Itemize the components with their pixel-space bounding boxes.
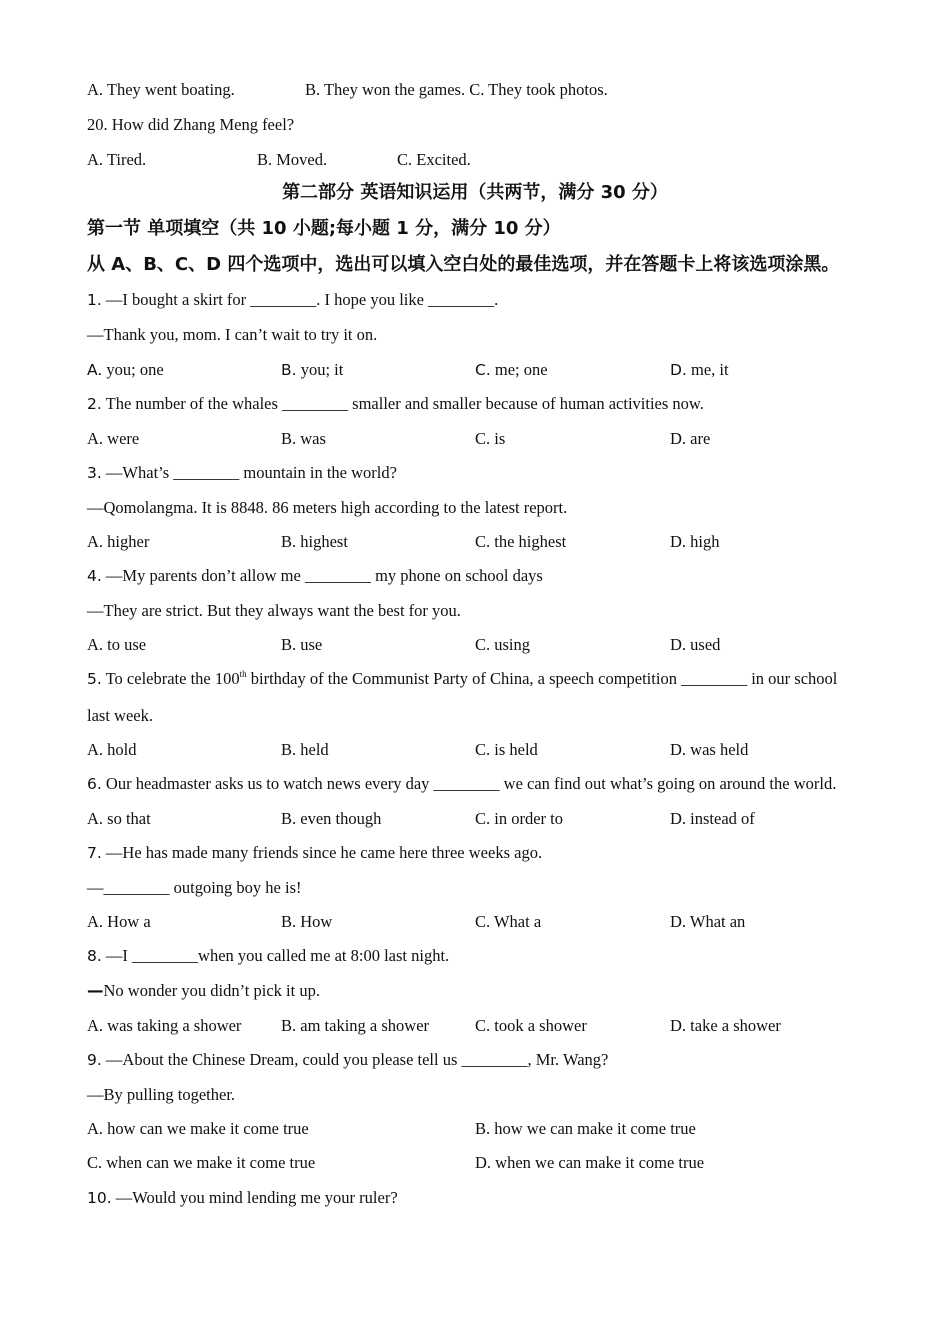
q5-option-b: B. held xyxy=(281,740,329,759)
q3-option-c: C. the highest xyxy=(475,532,567,551)
q2-option-a: A. were xyxy=(87,429,140,448)
q4-reply: —They are strict. But they always want the best for you. xyxy=(87,601,461,620)
question-number: 7. xyxy=(87,844,102,862)
q8-stem xyxy=(87,946,870,966)
instruction: 从 A、B、C、D 四个选项中，选出可以填入空白处的最佳选项，并在答题卡上将该选项涂黑。 xyxy=(87,254,840,275)
q9-stem xyxy=(87,1050,870,1070)
question-text: —What’s ________ mountain in the world? xyxy=(105,463,397,482)
q9-option-c: C. when can we make it come true xyxy=(87,1153,316,1172)
question-number: 4. xyxy=(87,567,102,585)
question-number: 6. xyxy=(87,775,102,793)
q5-stem xyxy=(87,669,870,689)
question-number: 5. xyxy=(87,670,102,688)
q19-option-bc: B. They won the games. C. They took photos. xyxy=(305,80,608,99)
q1-option-c: C. me; one xyxy=(475,360,548,379)
q1-option-a: A. you; one xyxy=(87,360,164,379)
q9-reply: —By pulling together. xyxy=(87,1085,236,1104)
q6-option-d: D. instead of xyxy=(670,809,755,828)
q1-reply: —Thank you, mom. I can’t wait to try it on. xyxy=(87,325,378,344)
q20-option-a: A. Tired. xyxy=(87,150,147,169)
question-number: 2. xyxy=(87,395,102,413)
q4-option-d: D. used xyxy=(670,635,721,654)
question-text: To celebrate the 100th birthday of the Communist Party of China, a speech competition ________ in our school xyxy=(105,669,838,688)
q8-option-d: D. take a shower xyxy=(670,1016,781,1035)
question-text: —Would you mind lending me your ruler? xyxy=(115,1188,398,1207)
q1-stem xyxy=(87,290,870,310)
q8-option-c: C. took a shower xyxy=(475,1016,587,1035)
q6-option-c: C. in order to xyxy=(475,809,563,828)
question-number: 1. xyxy=(87,291,102,309)
q2-option-c: C. is xyxy=(475,429,506,448)
q4-option-b: B. use xyxy=(281,635,323,654)
q5-option-a: A. hold xyxy=(87,740,137,759)
q5-option-d: D. was held xyxy=(670,740,749,759)
q3-stem xyxy=(87,463,870,483)
q6-stem xyxy=(87,774,870,794)
q1-option-d: D. me, it xyxy=(670,360,729,379)
q6-option-a: A. so that xyxy=(87,809,151,828)
question-number: 8. xyxy=(87,947,102,965)
part2-title: 第二部分 英语知识运用（共两节，满分 30 分） xyxy=(282,182,668,203)
q5-stem-continued: last week. xyxy=(87,706,153,725)
question-text: Our headmaster asks us to watch news every day ________ we can find out what’s going on around the world. xyxy=(105,774,837,793)
q8-reply: —No wonder you didn’t pick it up. xyxy=(87,981,320,1000)
q4-option-c: C. using xyxy=(475,635,531,654)
question-text: The number of the whales ________ smaller and smaller because of human activities now. xyxy=(105,394,704,413)
q6-option-b: B. even though xyxy=(281,809,382,828)
question-text: —About the Chinese Dream, could you please tell us ________, Mr. Wang? xyxy=(105,1050,609,1069)
q8-option-b: B. am taking a shower xyxy=(281,1016,430,1035)
q20-stem: 20. How did Zhang Meng feel? xyxy=(87,115,295,134)
question-text: —I ________when you called me at 8:00 last night. xyxy=(105,946,450,965)
q3-option-a: A. higher xyxy=(87,532,150,551)
question-text: —My parents don’t allow me ________ my phone on school days xyxy=(105,566,543,585)
q19-option-a: A. They went boating. xyxy=(87,80,235,99)
question-text: —I bought a skirt for ________. I hope you like ________. xyxy=(105,290,499,309)
question-number: 3. xyxy=(87,464,102,482)
question-number: 10. xyxy=(87,1189,112,1207)
q20-option-c: C. Excited. xyxy=(397,150,471,169)
q4-stem xyxy=(87,566,870,586)
q2-option-b: B. was xyxy=(281,429,326,448)
q2-stem xyxy=(87,394,870,414)
q7-option-b: B. How xyxy=(281,912,333,931)
q3-option-b: B. highest xyxy=(281,532,348,551)
q9-option-b: B. how we can make it come true xyxy=(475,1119,696,1138)
q5-option-c: C. is held xyxy=(475,740,538,759)
q7-option-d: D. What an xyxy=(670,912,746,931)
q7-option-a: A. How a xyxy=(87,912,151,931)
q7-stem xyxy=(87,843,870,863)
section1-title: 第一节 单项填空（共 10 小题;每小题 1 分，满分 10 分） xyxy=(87,218,561,239)
q7-option-c: C. What a xyxy=(475,912,542,931)
q2-option-d: D. are xyxy=(670,429,711,448)
q10-stem xyxy=(87,1188,870,1208)
question-text: —He has made many friends since he came here three weeks ago. xyxy=(105,843,543,862)
q1-option-b: B. you; it xyxy=(281,360,344,379)
question-number: 9. xyxy=(87,1051,102,1069)
q9-option-d: D. when we can make it come true xyxy=(475,1153,705,1172)
q3-option-d: D. high xyxy=(670,532,720,551)
q20-option-b: B. Moved. xyxy=(257,150,328,169)
q9-option-a: A. how can we make it come true xyxy=(87,1119,309,1138)
q3-reply: —Qomolangma. It is 8848. 86 meters high according to the latest report. xyxy=(87,498,568,517)
q8-option-a: A. was taking a shower xyxy=(87,1016,242,1035)
q4-option-a: A. to use xyxy=(87,635,147,654)
q7-reply: —________ outgoing boy he is! xyxy=(87,878,302,897)
